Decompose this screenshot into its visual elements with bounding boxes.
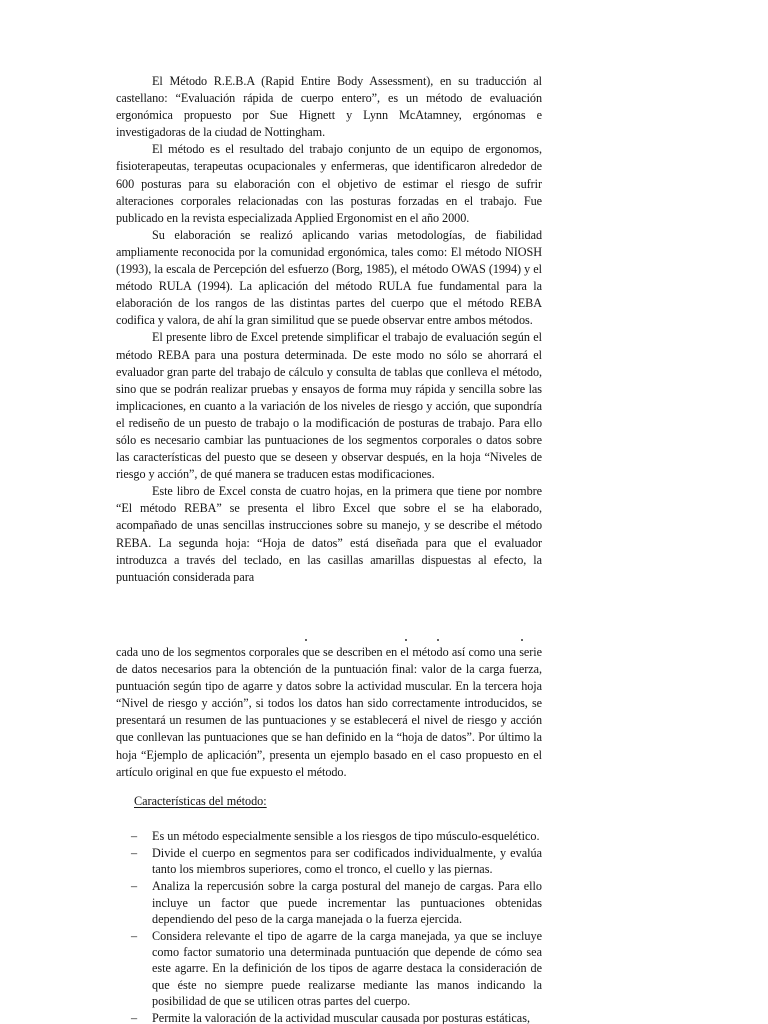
speck-mark (437, 639, 439, 641)
dash-bullet-icon: – (131, 1010, 138, 1024)
list-item (116, 828, 542, 844)
paragraph-excel-sheets: Este libro de Excel consta de cuatro hojas, en la primera que tiene por nombre “El método REBA” se presenta el libro Excel que sobre el se ha elaborado, acompañado de unas sencillas instrucciones sobre su manejo, y se describe el método REBA. La segunda hoja: “Hoja de datos” está diseñada para que el evaluador introduzca a través del teclado, en las casillas amarillas dispuestas al efecto, la puntuación considerada para (116, 484, 542, 584)
paragraph-continuation: cada uno de los segmentos corporales que se describen en el método así como una serie de datos necesarios para la obtención de la puntuación final: valor de la carga fuerza, puntuación según tipo de agarre y datos sobre la actividad muscular. En la tercera hoja “Nivel de riesgo y acción”, si todos los datos han sido correctamente introducidos, se presentará un resumen de las puntuaciones y se establecerá el nivel de riesgo y acción que conllevan las puntuaciones que se han definido en la “hoja de datos”. Por último la hoja “Ejemplo de aplicación”, presenta un ejemplo basado en el caso propuesto en el artículo original en que fue expuesto el método. (116, 645, 542, 779)
paragraph-reba-intro: El Método R.E.B.A (Rapid Entire Body Assessment), en su traducción al castellano: “Evaluación rápida de cuerpo entero”, es un método de evaluación ergonómica propuesto por Sue Hignett y Lynn McAtamney, ergónomas e investigadoras de la ciudad de Nottingham. (116, 74, 542, 140)
paragraph-methodologies: Su elaboración se realizó aplicando varias metodologías, de fiabilidad ampliamente reconocida por la comunidad ergonómica, tales como: El método NIOSH (1993), la escala de Percepción del esfuerzo (Borg, 1985), el método OWAS (1994) y el método RULA (1994). La aplicación del método RULA fue fundamental para la elaboración de los rangos de las distintas partes del cuerpo que el método REBA codifica y valora, de ahí la gran similitud que se puede observar entre ambos métodos. (116, 227, 542, 328)
paragraph-excel-purpose: El presente libro de Excel pretende simplificar el trabajo de evaluación según el método REBA para una postura determinada. De este modo no sólo se ahorrará el evaluador gran parte del trabajo de cálculo y consulta de tablas que conlleva el método, sino que se podrán realizar pruebas y ensayos de forma muy rápida y sencilla sobre las implicaciones, en cuanto a la variación de los niveles de riesgo y acción, que supondría el rediseño de un puesto de trabajo o la modificación de posturas de trabajo. Para ello sólo es necesario cambiar las puntuaciones de los segmentos corporales o datos sobre las características del puesto que se deseen y observar después, en la hoja “Niveles de riesgo y acción”, de qué manera se traducen estas modificaciones. (116, 330, 542, 482)
characteristics-list (116, 828, 542, 1024)
dash-bullet-icon: – (131, 928, 138, 943)
page-1-text-block (116, 73, 542, 586)
page-2-text-block (116, 644, 542, 1024)
list-item (116, 845, 542, 877)
section-heading-caracteristicas: Características del método: (134, 793, 267, 808)
speck-mark (521, 639, 523, 641)
list-item (116, 1010, 542, 1024)
paragraph-method-origin: El método es el resultado del trabajo conjunto de un equipo de ergonomos, fisioterapeutas, terapeutas ocupacionales y enfermeras, que identificaron alrededor de 600 posturas para su elaboración con el objetivo de estimar el riesgo de sufrir alteraciones corporales relacionadas con las posturas forzadas en el trabajo. Fue publicado en la revista especializada Applied Ergonomist en el año 2000. (116, 142, 542, 225)
dash-bullet-icon: – (131, 845, 138, 860)
list-item (116, 928, 542, 1009)
list-item-text: Considera relevante el tipo de agarre de la carga manejada, ya que se incluye como factor sumatorio una determinada puntuación que depende de cómo sea este agarre. En la definición de los tipos de agarre destaca la consideración de que éste no siempre puede realizarse mediante las manos indicando la posibilidad de que se utilicen otras partes del cuerpo. (152, 928, 542, 1008)
speck-mark (405, 639, 407, 641)
list-item (116, 878, 542, 927)
list-item-text: Analiza la repercusión sobre la carga postural del manejo de cargas. Para ello incluye un factor que puede incrementar las puntuaciones obtenidas dependiendo del peso de la carga manejada o la fuerza ejercida. (152, 879, 542, 926)
list-item-text: Es un método especialmente sensible a los riesgos de tipo músculo-esquelético. (152, 828, 540, 843)
list-item-text: Divide el cuerpo en segmentos para ser codificados individualmente, y evalúa tanto los miembros superiores, como el tronco, el cuello y las piernas. (152, 845, 542, 877)
list-item-text: Permite la valoración de la actividad muscular causada por posturas estáticas, (152, 1010, 531, 1024)
dash-bullet-icon: – (131, 879, 138, 894)
speck-mark (305, 639, 307, 641)
dash-bullet-icon: – (131, 828, 138, 843)
